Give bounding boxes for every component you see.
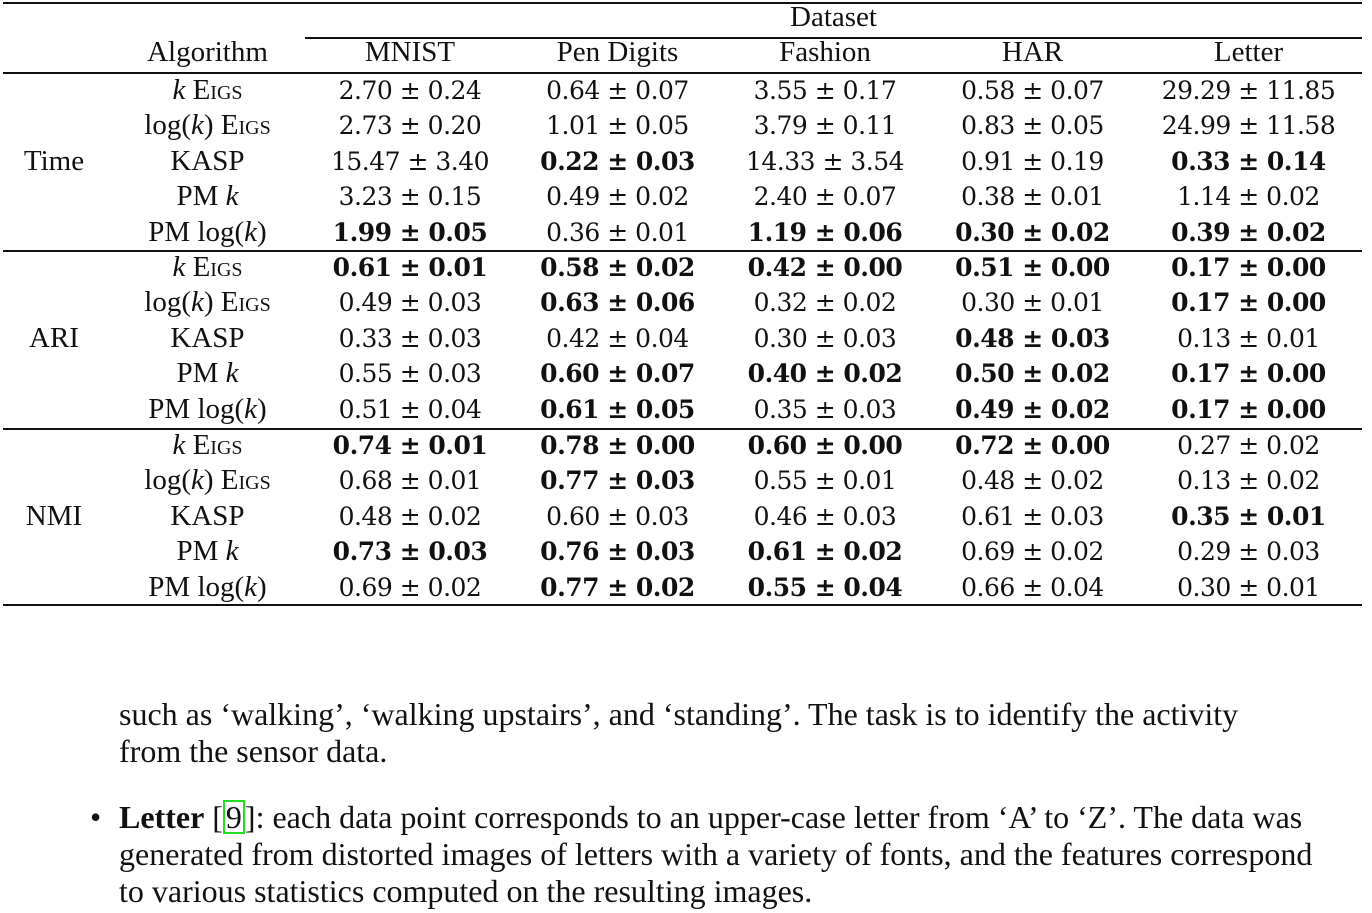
- table-cell: 0.72 ± 0.00: [955, 431, 1110, 460]
- metric-label-nmi: NMI: [25, 499, 83, 532]
- column-header-letter: Letter: [1213, 36, 1284, 68]
- algorithm-label: log(k) Eigs: [144, 286, 271, 319]
- table-cell: 0.27 ± 0.02: [1177, 431, 1320, 460]
- table-cell: 2.70 ± 0.24: [338, 76, 482, 105]
- algorithm-label: KASP: [170, 321, 245, 354]
- column-header-pen-digits: Pen Digits: [556, 36, 679, 68]
- letter-description-line-1: [119, 799, 1302, 836]
- table-cell: 0.63 ± 0.06: [540, 288, 695, 318]
- cite-open: [: [204, 799, 223, 835]
- table-cell: 1.99 ± 0.05: [332, 217, 488, 247]
- cite-close: ]: [244, 799, 256, 835]
- letter-description-line-3: to various statistics computed on the resulting images.: [119, 873, 813, 909]
- table-cell: 1.14 ± 0.02: [1177, 182, 1320, 212]
- table-cell: 14.33 ± 3.54: [745, 146, 905, 176]
- har-description-line-2: from the sensor data.: [119, 733, 388, 769]
- bullet-dot: •: [90, 799, 102, 835]
- algorithm-label: k Eigs: [172, 251, 243, 283]
- table-cell: 0.30 ± 0.02: [955, 217, 1110, 247]
- column-header-mnist: MNIST: [364, 36, 456, 68]
- table-cell: 2.73 ± 0.20: [338, 111, 482, 141]
- metric-label-time: Time: [23, 144, 85, 177]
- table-cell: 0.17 ± 0.00: [1171, 359, 1326, 389]
- letter-line-1-rest: : each data point corresponds to an upper-case letter from ‘A’ to ‘Z’. The data was: [255, 799, 1303, 835]
- table-cell: 0.60 ± 0.00: [747, 431, 903, 460]
- table-cell: 0.55 ± 0.01: [753, 466, 897, 496]
- table-cell: 0.61 ± 0.02: [747, 537, 903, 567]
- table-cell: 0.51 ± 0.00: [955, 253, 1110, 282]
- table-cell: 0.78 ± 0.00: [540, 431, 695, 460]
- table-cell: 0.60 ± 0.03: [546, 501, 689, 531]
- algorithm-label: PM k: [176, 535, 239, 568]
- table-cell: 0.39 ± 0.02: [1171, 217, 1326, 247]
- table-cell: 0.64 ± 0.07: [546, 76, 689, 105]
- table-cell: 0.60 ± 0.07: [540, 359, 695, 389]
- table-cell: 0.13 ± 0.02: [1177, 466, 1320, 496]
- table-cell: 0.77 ± 0.02: [540, 572, 695, 602]
- column-header-fashion: Fashion: [779, 36, 871, 68]
- table-cell: 0.40 ± 0.02: [747, 359, 903, 389]
- algorithm-label: PM k: [176, 180, 239, 213]
- table-cell: 3.55 ± 0.17: [753, 76, 897, 105]
- table-cell: 0.49 ± 0.02: [955, 394, 1110, 424]
- table-cell: 0.48 ± 0.02: [338, 501, 482, 531]
- table-cell: 0.77 ± 0.03: [540, 466, 695, 496]
- algorithm-label: log(k) Eigs: [144, 109, 271, 142]
- table-cell: 0.69 ± 0.02: [961, 537, 1104, 567]
- table-cell: 0.74 ± 0.01: [332, 431, 488, 460]
- algorithm-header: Algorithm: [147, 36, 268, 68]
- table-cell: 0.91 ± 0.19: [961, 146, 1104, 176]
- table-cell: 0.30 ± 0.01: [961, 288, 1104, 318]
- citation-link-9[interactable]: 9: [223, 800, 245, 834]
- table-cell: 0.42 ± 0.04: [546, 323, 689, 353]
- table-cell: 0.46 ± 0.03: [753, 501, 897, 531]
- table-cell: 0.49 ± 0.02: [546, 182, 689, 212]
- table-cell: 0.68 ± 0.01: [338, 466, 482, 496]
- table-cell: 0.48 ± 0.02: [961, 466, 1104, 496]
- table-cell: 1.19 ± 0.06: [747, 217, 903, 247]
- table-cell: 0.83 ± 0.05: [961, 111, 1104, 141]
- table-cell: 0.33 ± 0.03: [338, 323, 482, 353]
- table-cell: 0.17 ± 0.00: [1171, 394, 1326, 424]
- table-cell: 2.40 ± 0.07: [753, 182, 897, 212]
- table-cell: 0.30 ± 0.01: [1177, 572, 1320, 602]
- table-cell: 0.48 ± 0.03: [955, 323, 1110, 353]
- table-cell: 0.69 ± 0.02: [338, 572, 482, 602]
- table-cell: 24.99 ± 11.58: [1161, 111, 1336, 141]
- table-cell: 0.29 ± 0.03: [1177, 537, 1320, 567]
- table-cell: 0.22 ± 0.03: [540, 146, 695, 176]
- algorithm-label: PM log(k): [148, 392, 267, 425]
- algorithm-label: KASP: [170, 499, 245, 532]
- har-description-line-1: such as ‘walking’, ‘walking upstairs’, and ‘standing’. The task is to identify the activity: [119, 696, 1239, 732]
- algorithm-label: k Eigs: [172, 74, 243, 106]
- table-cell: 0.33 ± 0.14: [1171, 146, 1326, 176]
- table-cell: 1.01 ± 0.05: [546, 111, 689, 141]
- table-cell: 0.42 ± 0.00: [747, 253, 903, 282]
- table-cell: 0.17 ± 0.00: [1171, 253, 1326, 282]
- table-cell: 0.17 ± 0.00: [1171, 288, 1326, 318]
- letter-term: Letter: [119, 799, 205, 835]
- algorithm-label: k Eigs: [172, 429, 243, 461]
- table-cell: 0.61 ± 0.03: [961, 501, 1104, 531]
- table-cell: 0.35 ± 0.03: [753, 394, 897, 424]
- table-cell: 0.51 ± 0.04: [338, 394, 482, 424]
- algorithm-label: log(k) Eigs: [144, 464, 271, 497]
- algorithm-label: KASP: [170, 144, 245, 177]
- table-cell: 0.55 ± 0.04: [747, 572, 903, 602]
- algorithm-label: PM log(k): [148, 570, 267, 603]
- table-cell: 3.79 ± 0.11: [753, 111, 897, 141]
- table-cell: 0.55 ± 0.03: [338, 359, 482, 389]
- table-cell: 0.36 ± 0.01: [546, 217, 689, 247]
- table-cell: 15.47 ± 3.40: [330, 146, 490, 176]
- table-cell: 0.76 ± 0.03: [540, 537, 695, 567]
- table-cell: 0.35 ± 0.01: [1171, 501, 1326, 531]
- table-cell: 0.61 ± 0.05: [540, 394, 695, 424]
- dataset-group-header: Dataset: [790, 1, 877, 33]
- table-cell: 0.13 ± 0.01: [1177, 323, 1320, 353]
- table-cell: 0.61 ± 0.01: [332, 253, 488, 282]
- table-cell: 0.50 ± 0.02: [955, 359, 1110, 389]
- table-cell: 0.58 ± 0.02: [540, 253, 695, 282]
- table-cell: 0.58 ± 0.07: [961, 76, 1104, 105]
- table-cell: 3.23 ± 0.15: [338, 182, 482, 212]
- letter-description-line-2: generated from distorted images of letters with a variety of fonts, and the features correspond: [119, 836, 1313, 872]
- metric-label-ari: ARI: [29, 321, 79, 354]
- column-header-har: HAR: [1001, 36, 1064, 68]
- table-cell: 0.49 ± 0.03: [338, 288, 482, 318]
- table-cell: 0.30 ± 0.03: [753, 323, 897, 353]
- algorithm-label: PM log(k): [148, 215, 267, 248]
- table-cell: 0.38 ± 0.01: [961, 182, 1104, 212]
- algorithm-label: PM k: [176, 357, 239, 390]
- table-cell: 0.66 ± 0.04: [961, 572, 1104, 602]
- table-cell: 0.73 ± 0.03: [332, 537, 488, 567]
- table-cell: 29.29 ± 11.85: [1161, 76, 1336, 105]
- table-cell: 0.32 ± 0.02: [753, 288, 897, 318]
